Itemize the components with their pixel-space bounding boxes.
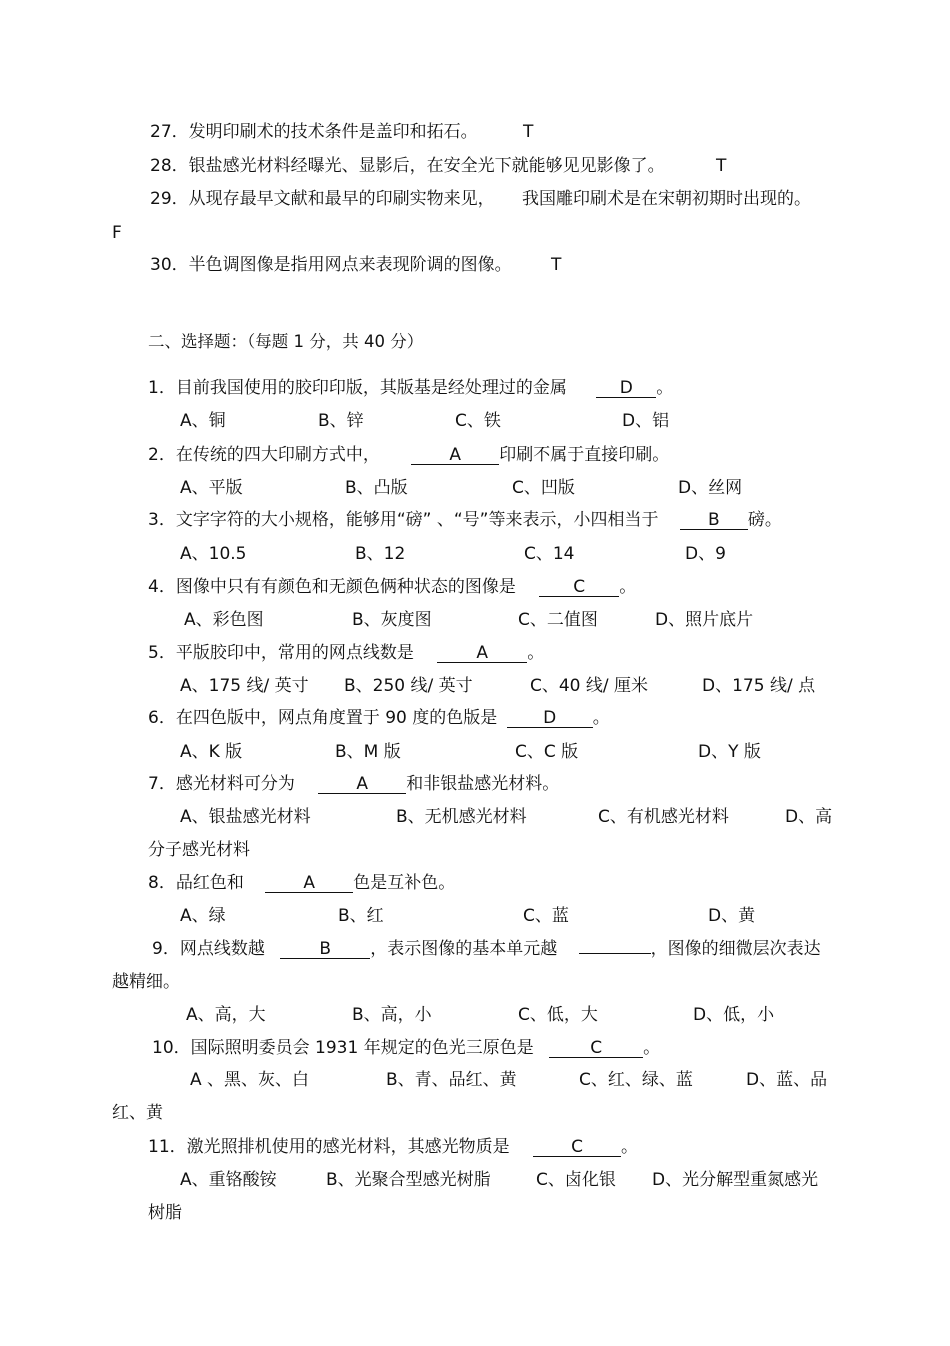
answer-blank-empty [579,953,651,954]
section-title: 二、选择题：（每题 1 分，共 40 分） [148,332,424,351]
option-c: C、红、绿、蓝 [579,1070,693,1090]
answer-blank: A [318,775,406,794]
option-a: A、K 版 [180,742,243,762]
option-a: A、绿 [180,906,226,926]
answer-blank: B [280,940,370,959]
item-text-continued: 我国雕印刷术是在宋朝初期时出现的。 [522,189,812,209]
option-d: D、低，小 [693,1005,775,1025]
option-d: D、Y 版 [698,742,761,762]
option-d: D、丝网 [678,478,743,498]
tf-item-28 [150,155,726,177]
q-number: 9． [152,939,180,959]
q-number: 2． [148,445,176,465]
option-a: A、铜 [180,411,226,431]
tf-item-30 [150,254,561,276]
option-a: A、高，大 [186,1005,266,1025]
answer-blank: A [265,874,353,893]
item-number: 27． [150,122,189,142]
option-a: A、175 线/ 英寸 [180,676,309,696]
answer-blank: C [549,1039,643,1058]
q-text-end: 和非银盐感光材料。 [406,774,560,794]
question-11 [148,1136,638,1158]
q-number: 5． [148,643,176,663]
item-text: 银盐感光材料经曝光、显影后，在安全光下就能够见见影像了。 [188,156,665,176]
option-b: B、12 [355,544,406,564]
question-5 [148,642,544,664]
option-c: C、40 线/ 厘米 [530,676,649,696]
q-text: 激光照排机使用的感光材料，其感光物质是 [186,1137,510,1157]
q-number: 6． [148,708,176,728]
option-c: C、凹版 [512,478,575,498]
options-11-continued: 树脂 [148,1203,182,1223]
answer: F [112,223,122,243]
option-d: D、光分解型重氮感光 [652,1170,819,1190]
q-number: 4． [148,577,176,597]
options-10-continued: 红、黄 [112,1103,163,1123]
item-text: 从现存最早文献和最早的印刷实物来见， [188,189,495,209]
q-text: 网点线数越 [179,939,265,959]
q-text-end: 。 [592,708,610,728]
q-number: 11． [148,1137,187,1157]
item-text: 发明印刷术的技术条件是盖印和拓石。 [188,122,478,142]
q-number: 1． [148,378,176,398]
option-b: B、锌 [318,411,364,431]
question-7 [148,773,559,795]
q-text: 图像中只有有颜色和无颜色俩种状态的图像是 [175,577,516,597]
option-b: B、光聚合型感光树脂 [326,1170,491,1190]
tf-item-29 [150,188,811,210]
answer-blank: B [680,511,748,530]
q-text-end: 。 [643,1038,661,1058]
item-number: 28． [150,156,189,176]
option-d: D、黄 [708,906,756,926]
item-number: 29． [150,189,189,209]
q-text-end: 。 [527,643,545,663]
option-a: A、彩色图 [184,610,264,630]
option-b: B、高，小 [352,1005,432,1025]
q-text: 在传统的四大印刷方式中， [175,445,380,465]
question-1 [148,377,673,399]
option-b: B、灰度图 [352,610,432,630]
option-d: D、铝 [622,411,670,431]
q-number: 8． [148,873,176,893]
answer-blank: D [596,379,656,398]
option-d: D、9 [685,544,726,564]
q-text: 在四色版中，网点角度置于 90 度的色版是 [175,708,498,728]
option-a: A、银盐感光材料 [180,807,311,827]
q-number: 10． [152,1038,191,1058]
option-b: B、红 [338,906,384,926]
option-a: A、平版 [180,478,243,498]
q-text-end: 。 [619,577,637,597]
item-number: 30． [150,255,189,275]
option-b: B、M 版 [335,742,401,762]
question-4 [148,576,636,598]
q-number: 3． [148,510,176,530]
q-text-end: 磅。 [747,510,782,530]
option-d: D、照片底片 [655,610,754,630]
option-a: A、10.5 [180,544,247,564]
question-8 [148,872,455,894]
option-d: D、高 [785,807,833,827]
q-text-middle: ，表示图像的基本单元越 [370,939,558,959]
option-c: C、有机感光材料 [598,807,729,827]
option-c: C、14 [524,544,575,564]
option-b: B、250 线/ 英寸 [344,676,473,696]
q-text: 目前我国使用的胶印印版，其版基是经处理过的金属 [175,378,567,398]
question-3 [148,509,782,531]
question-10 [152,1037,660,1059]
options-7-continued: 分子感光材料 [148,840,250,860]
option-c: C、铁 [455,411,501,431]
option-c: C、蓝 [523,906,569,926]
option-b: B、凸版 [345,478,408,498]
q-text: 品红色和 [175,873,244,893]
option-b: B、青、品红、黄 [386,1070,517,1090]
answer-blank: A [437,644,527,663]
q-number: 7． [148,774,176,794]
answer-blank: C [539,578,619,597]
answer-blank: A [411,446,499,465]
option-b: B、无机感光材料 [396,807,527,827]
option-a: A 、黑、灰、白 [190,1070,310,1090]
q-text: 平版胶印中，常用的网点线数是 [175,643,414,663]
q-text: 文字字符的大小规格，能够用“磅” 、“号”等来表示，小四相当于 [175,510,659,530]
question-2 [148,444,669,466]
question-9 [152,938,821,960]
question-6 [148,707,610,729]
q-text: 感光材料可分为 [175,774,295,794]
option-c: C、C 版 [515,742,579,762]
item-text: 半色调图像是指用网点来表现阶调的图像。 [188,255,512,275]
question-9-continued: 越精细。 [112,972,180,992]
q-text-end: 。 [621,1137,639,1157]
answer-blank: D [507,709,593,728]
option-c: C、二值图 [518,610,598,630]
option-c: C、卤化银 [536,1170,616,1190]
option-a: A、重铬酸铵 [180,1170,277,1190]
q-text: 国际照明委员会 1931 年规定的色光三原色是 [190,1038,534,1058]
q-text-end: 色是互补色。 [353,873,456,893]
option-c: C、低，大 [518,1005,598,1025]
option-d: D、蓝、品 [746,1070,828,1090]
option-d: D、175 线/ 点 [702,676,816,696]
answer: T [523,122,534,142]
q-text-end: 印刷不属于直接印刷。 [499,445,670,465]
answer-blank: C [533,1138,621,1157]
answer: T [551,255,562,275]
answer: T [716,156,727,176]
q-text-end: 。 [656,378,674,398]
tf-item-27 [150,121,533,143]
q-text-end: ，图像的细微层次表达 [650,939,821,959]
